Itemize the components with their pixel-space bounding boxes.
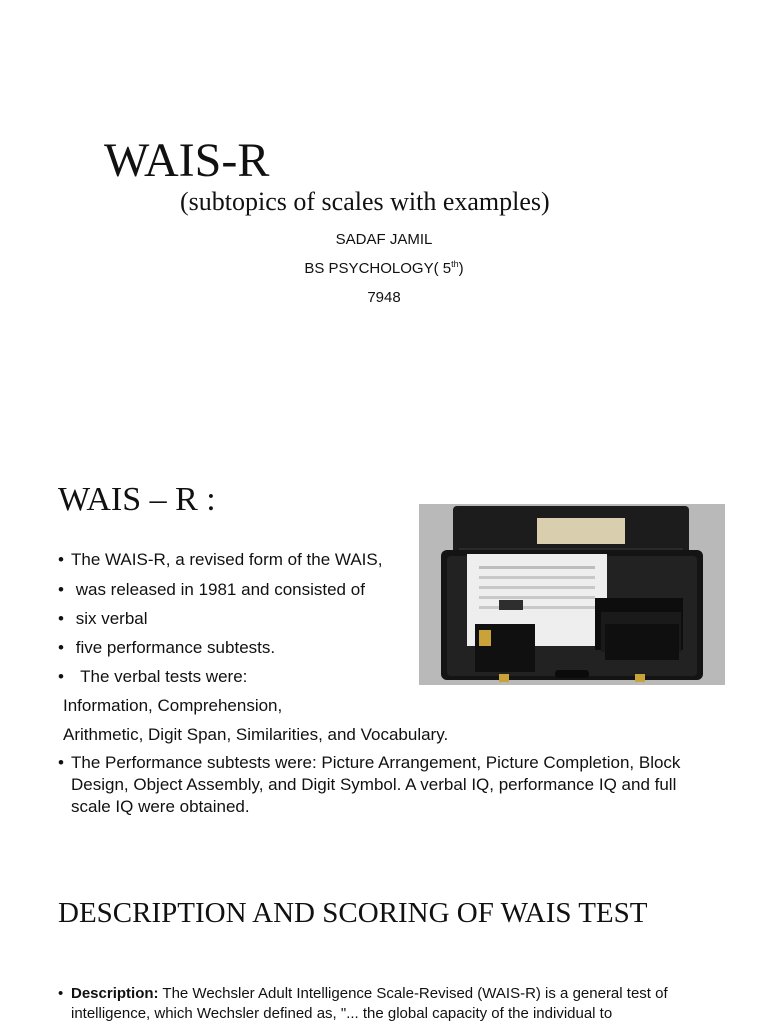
description-text: The Wechsler Adult Intelligence Scale-Revised (WAIS-R) is a general test of intelligence, which Wechsler defined as, "... the global capacity of the individual to [71,985,668,1022]
author-name: SADAF JAMIL [335,231,433,248]
performance-bullet [58,752,718,818]
program-superscript: th [451,259,459,269]
roll-number: 7948 [367,289,401,306]
bullet-text [58,984,718,1024]
bullet-item [58,637,275,659]
bullet-marker: • [58,609,64,628]
program-close: ) [458,260,464,277]
briefcase-image [419,504,725,685]
bullet-item [58,579,365,601]
bullet-marker: • [58,753,64,772]
verbal-tests-line: Arithmetic, Digit Span, Similarities, and Vocabulary. [63,725,449,744]
slide-title: WAIS-R [104,134,270,187]
bullet-item [58,666,247,688]
slide-subtitle: (subtopics of scales with examples) [180,187,550,216]
slide-heading: DESCRIPTION AND SCORING OF WAIS TEST [58,897,648,929]
program-text: BS PSYCHOLOGY( 5 [304,260,452,277]
title-slide [0,0,768,440]
bullet-item [58,549,382,571]
bullet-marker: • [58,985,64,1002]
description-slide [0,860,768,1024]
bullet-text: The verbal tests were: [71,667,248,686]
description-label: Description: [71,985,159,1002]
bullet-text: The Performance subtests were: Picture Arrangement, Picture Completion, Block Design, Object Assembly, and Digit Symbol. A verbal IQ, performance IQ and full scale IQ were obtained. [71,753,681,816]
bullet-marker: • [58,580,64,599]
bullet-text: six verbal [71,609,148,628]
bullet-text: was released in 1981 and consisted of [71,580,365,599]
bullet-marker: • [58,550,64,569]
wais-r-kit-photo [419,504,725,685]
overview-slide [0,440,768,860]
slide-heading: WAIS – R : [58,481,216,518]
bullet-text: The WAIS-R, a revised form of the WAIS, [71,550,383,569]
description-bullet [58,984,718,1024]
verbal-tests-line: Information, Comprehension, [63,696,283,715]
bullet-marker: • [58,667,64,686]
program-line [0,259,768,279]
bullet-marker: • [58,638,64,657]
bullet-item [58,608,148,630]
bullet-text: five performance subtests. [71,638,276,657]
